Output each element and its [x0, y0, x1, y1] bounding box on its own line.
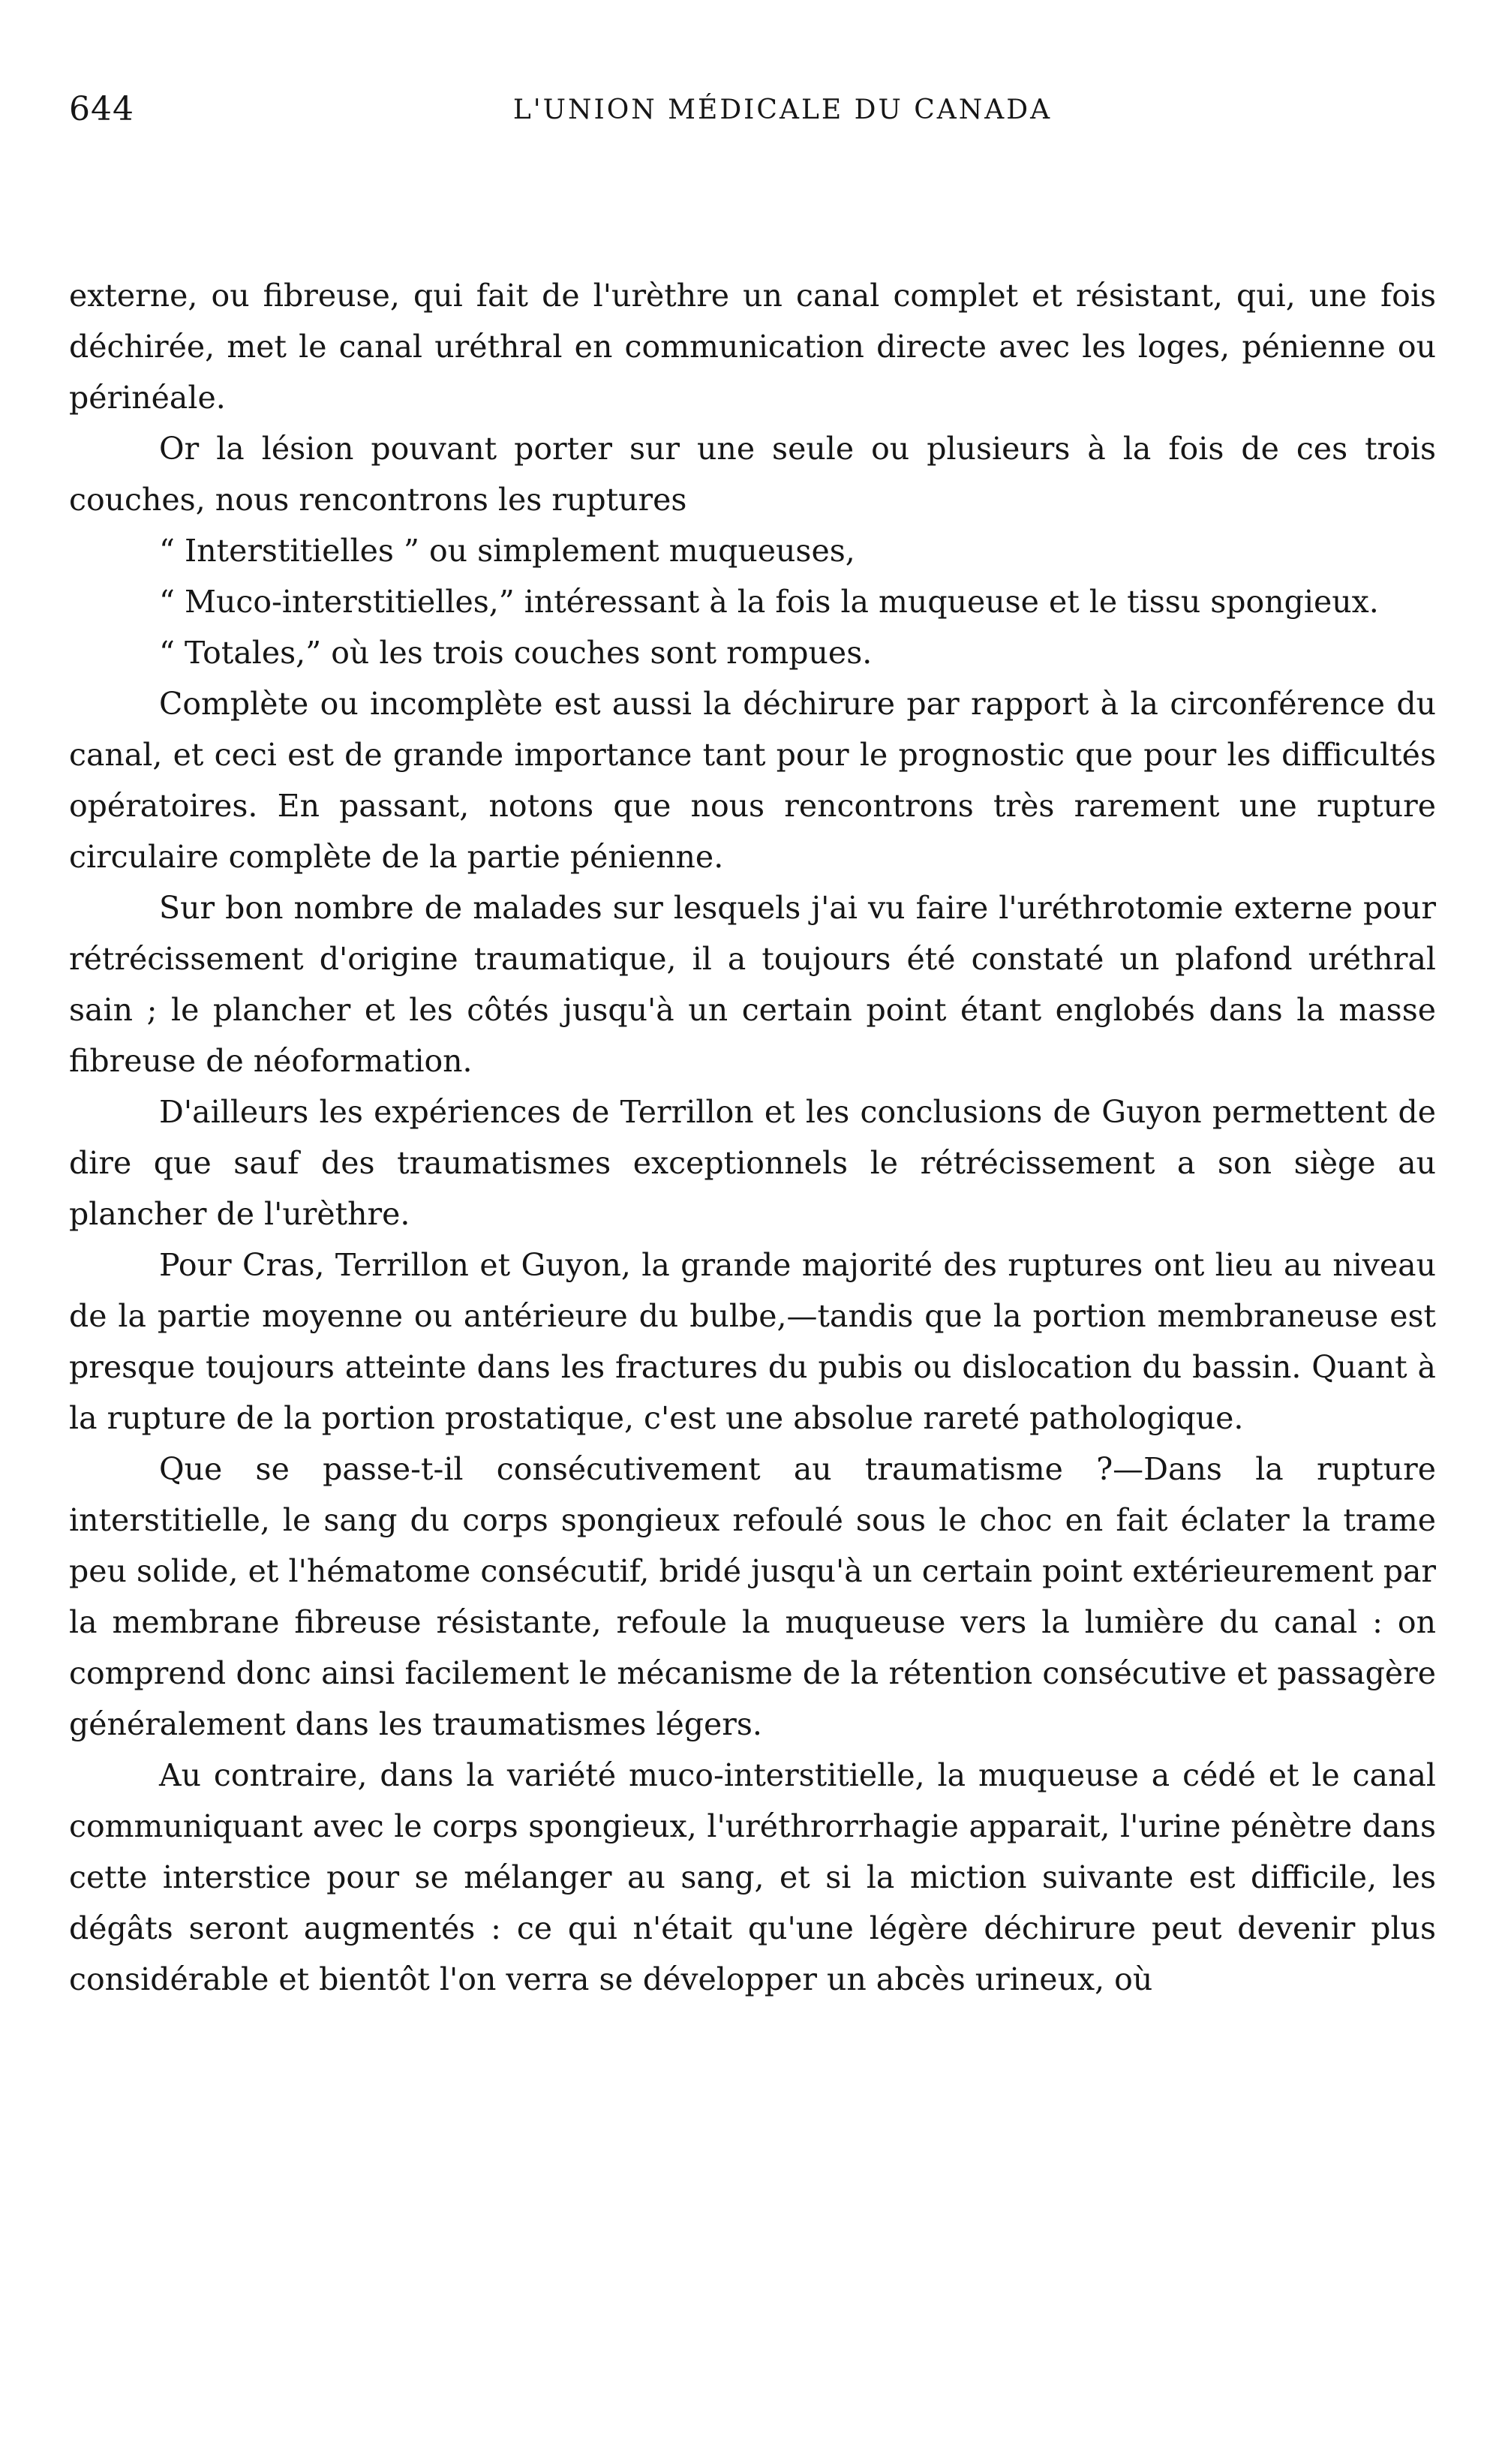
- paragraph: D'ailleurs les expériences de Terrillon et les conclusions de Guyon permettent de dire que sauf des traumatismes exceptionnels le rétrécissement a son siège au plancher de l'urèthre.: [69, 1094, 1436, 1232]
- list-item: “ Interstitielles ” ou simplement muqueuses,: [159, 533, 855, 569]
- page-number: 644: [69, 90, 134, 128]
- paragraph: Sur bon nombre de malades sur lesquels j'ai vu faire l'uréthrotomie externe pour rétrécissement d'origine traumatique, il a toujours été constaté un plafond uréthral sain ; le plancher et les côtés jusqu'à un certain point étant englobés dans la masse fibreuse de néoformation.: [69, 890, 1436, 1079]
- paragraph: Au contraire, dans la variété muco-interstitielle, la muqueuse a cédé et le canal communiquant avec le corps spongieux, l'uréthrorrhagie apparait, l'urine pénètre dans cette interstice pour se mélanger au sang, et si la miction suivante est difficile, les dégâts seront augmentés : ce qui n'était qu'une légère déchirure peut devenir plus considérable et bientôt l'on verra se développer un abcès urineux, où: [69, 1757, 1436, 1997]
- paragraph: externe, ou fibreuse, qui fait de l'urèthre un canal complet et résistant, qui, une fois déchirée, met le canal uréthral en communication directe avec les loges, pénienne ou périnéale.: [69, 278, 1436, 416]
- rupture-types-list: [69, 525, 1436, 678]
- list-item: “ Totales,” où les trois couches sont rompues.: [159, 635, 873, 671]
- running-head: [69, 90, 1436, 158]
- paragraph: Pour Cras, Terrillon et Guyon, la grande majorité des ruptures ont lieu au niveau de la partie moyenne ou antérieure du bulbe,—tandis que la portion membraneuse est presque toujours atteinte dans les fractures du pubis ou dislocation du bassin. Quant à la rupture de la portion prostatique, c'est une absolue rareté pathologique.: [69, 1247, 1436, 1436]
- book-page: [69, 90, 1436, 2005]
- paragraph: Or la lésion pouvant porter sur une seule ou plusieurs à la fois de ces trois couches, nous rencontrons les ruptures: [69, 431, 1436, 518]
- list-item: “ Muco-interstitielles,” intéressant à la fois la muqueuse et le tissu spongieux.: [159, 584, 1379, 620]
- paragraph: Complète ou incomplète est aussi la déchirure par rapport à la circonférence du canal, et ceci est de grande importance tant pour le prognostic que pour les difficultés opératoires. En passant, notons que nous rencontrons très rarement une rupture circulaire complète de la partie pénienne.: [69, 686, 1436, 875]
- paragraph: Que se passe-t-il consécutivement au traumatisme ?—Dans la rupture interstitielle, le sang du corps spongieux refoulé sous le choc en fait éclater la trame peu solide, et l'hématome consécutif, bridé jusqu'à un certain point extérieurement par la membrane fibreuse résistante, refoule la muqueuse vers la lumière du canal : on comprend donc ainsi facilement le mécanisme de la rétention consécutive et passagère généralement dans les traumatismes légers.: [69, 1451, 1436, 1742]
- body-text: [69, 270, 1436, 2005]
- journal-title: L'UNION MÉDICALE DU CANADA: [512, 95, 1053, 125]
